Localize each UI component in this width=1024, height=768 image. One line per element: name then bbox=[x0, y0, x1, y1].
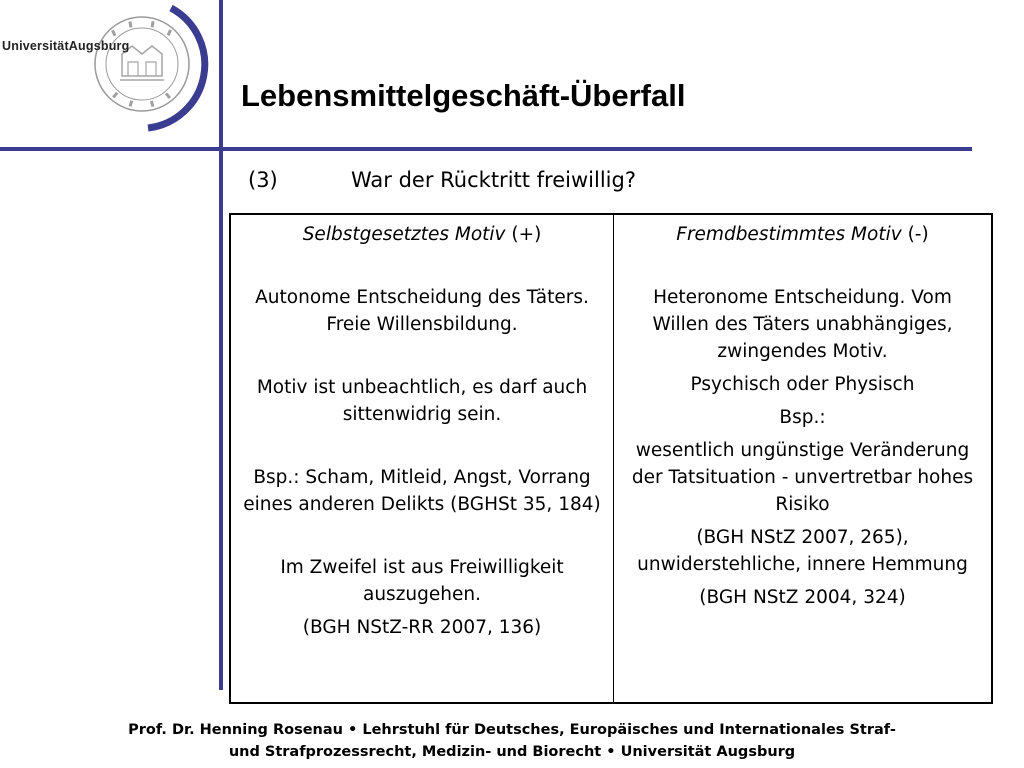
footer-line-2: und Strafprozessrecht, Medizin- und Biorecht • Universität Augsburg bbox=[228, 744, 796, 760]
comparison-table bbox=[229, 213, 993, 704]
university-seal-icon bbox=[92, 14, 192, 114]
left-paragraph-2: Motiv ist unbeachtlich, es darf auch sittenwidrig sein. bbox=[256, 377, 588, 425]
right-paragraph-5: (BGH NStZ 2007, 265), unwiderstehliche, innere Hemmung bbox=[637, 527, 968, 575]
column-header-left bbox=[241, 221, 603, 248]
slide-footer bbox=[0, 719, 1024, 763]
right-paragraph-2: Psychisch oder Physisch bbox=[690, 374, 915, 395]
column-header-left-sign: (+) bbox=[511, 224, 542, 245]
slide-title: Lebensmittelgeschäft-Überfall bbox=[241, 78, 686, 113]
column-header-left-label: Selbstgesetztes Motiv bbox=[302, 224, 506, 245]
question-text: War der Rücktritt freiwillig? bbox=[351, 168, 636, 192]
column-header-right-label: Fremdbestimmtes Motiv bbox=[676, 224, 902, 245]
column-header-right-sign: (-) bbox=[907, 224, 929, 245]
logo-wordmark: UniversitätAugsburg bbox=[2, 39, 130, 53]
right-paragraph-1: Heteronome Entscheidung. Vom Willen des Täters unabhängiges, zwingendes Motiv. bbox=[652, 287, 953, 362]
left-paragraph-4: Im Zweifel ist aus Freiwilligkeit auszugehen. bbox=[280, 557, 564, 605]
table-column-self-determined bbox=[231, 215, 614, 702]
left-paragraph-1: Autonome Entscheidung des Täters. Freie Willensbildung. bbox=[255, 287, 589, 335]
horizontal-accent-line bbox=[0, 147, 972, 151]
university-logo bbox=[0, 0, 215, 150]
vertical-accent-line bbox=[219, 0, 223, 690]
left-paragraph-3: Bsp.: Scham, Mitleid, Angst, Vorrang eines anderen Delikts (BGHSt 35, 184) bbox=[243, 467, 601, 515]
column-header-right bbox=[624, 221, 981, 248]
right-paragraph-3: Bsp.: bbox=[779, 407, 826, 428]
right-paragraph-6: (BGH NStZ 2004, 324) bbox=[699, 587, 906, 608]
question-heading bbox=[248, 168, 636, 192]
footer-line-1: Prof. Dr. Henning Rosenau • Lehrstuhl für Deutsches, Europäisches und Internationales Straf- bbox=[128, 722, 896, 738]
question-number: (3) bbox=[248, 168, 278, 192]
table-column-externally-determined bbox=[614, 215, 991, 702]
left-paragraph-5: (BGH NStZ-RR 2007, 136) bbox=[302, 617, 542, 638]
right-paragraph-4: wesentlich ungünstige Veränderung der Tatsituation - unvertretbar hohes Risiko bbox=[631, 440, 974, 515]
